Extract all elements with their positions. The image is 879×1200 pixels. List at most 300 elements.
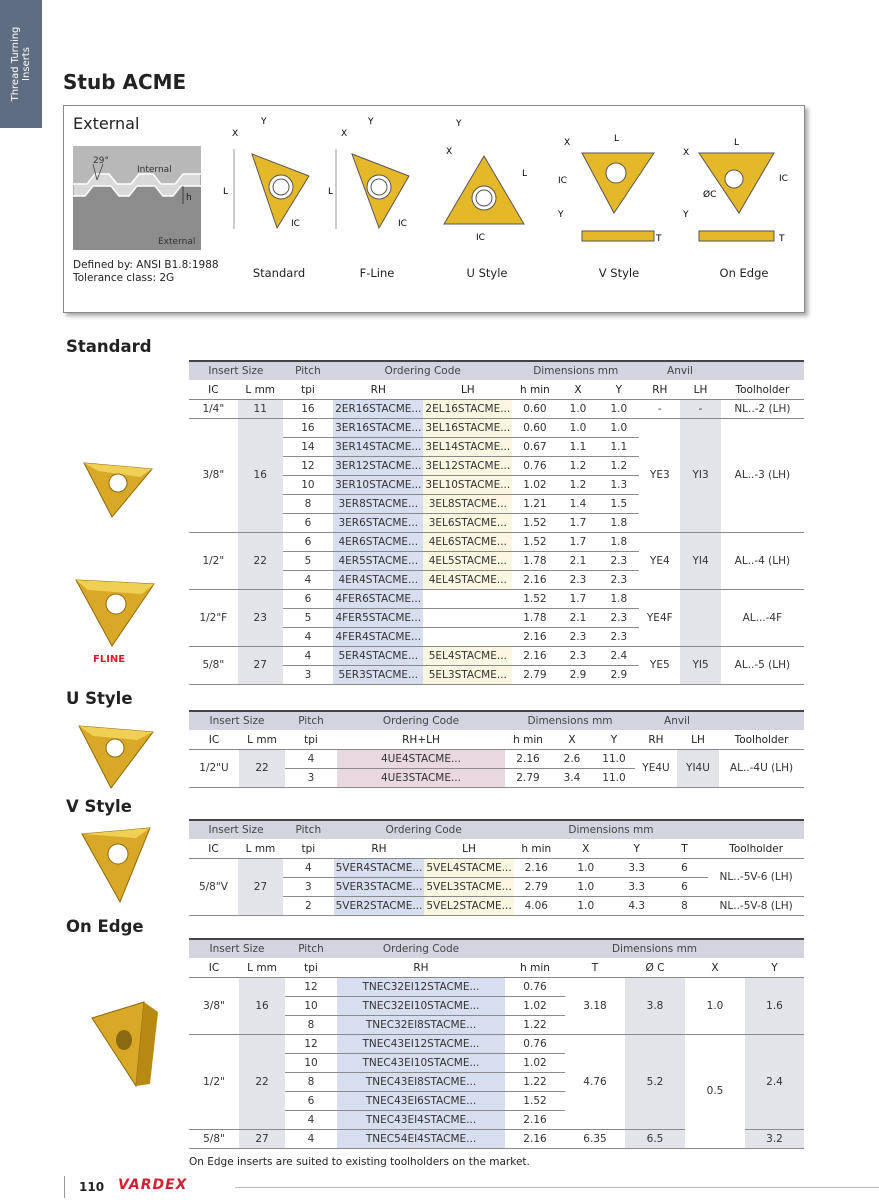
- hmin-cell: 2.16: [505, 749, 551, 768]
- standard-insert-diagram: [219, 114, 329, 244]
- diagram-label-standard: Standard: [252, 266, 306, 280]
- header-1: L mm: [238, 839, 283, 858]
- header-insert-size: Insert Size: [189, 361, 283, 380]
- t-cell: 4.76: [565, 1034, 625, 1129]
- header-8: T: [661, 839, 708, 858]
- tpi-cell: 2: [283, 896, 334, 915]
- tpi-cell: 10: [283, 475, 333, 494]
- y-cell: 1.5: [598, 494, 639, 513]
- lh-code-cell: [423, 627, 512, 646]
- lh-code-cell: [423, 608, 512, 627]
- anvil-lh-cell: YI3: [680, 418, 720, 532]
- ustyle-insert-diagram: [426, 114, 546, 244]
- x-cell: 1.1: [558, 437, 599, 456]
- page-divider: [64, 1176, 65, 1198]
- rh-code-cell: 3ER8STACME...: [333, 494, 423, 513]
- header-ordering-code: Ordering Code: [334, 820, 514, 839]
- x-cell: 1.7: [558, 532, 599, 551]
- header-anvil: Anvil: [639, 361, 721, 380]
- header-7: Y: [598, 380, 639, 399]
- tpi-cell: 16: [283, 418, 333, 437]
- header-insert-size: Insert Size: [189, 820, 283, 839]
- hmin-cell: 1.52: [512, 532, 557, 551]
- header-8: RH: [639, 380, 680, 399]
- x-cell: 1.7: [558, 589, 599, 608]
- rh-code-cell: TNEC43EI4STACME...: [337, 1110, 505, 1129]
- rh-code-cell: 5VER2STACME...: [334, 896, 425, 915]
- vardex-logo: VARDEX: [118, 1177, 188, 1193]
- tpi-cell: 4: [283, 570, 333, 589]
- x-cell: 0.5: [685, 1034, 745, 1148]
- rh-code-cell: 3ER10STACME...: [333, 475, 423, 494]
- l-cell: 27: [239, 1129, 285, 1148]
- hmin-cell: 0.76: [505, 977, 565, 996]
- y-cell: 1.8: [598, 513, 639, 532]
- rh-code-cell: 3ER6STACME...: [333, 513, 423, 532]
- rh-code-cell: TNEC43EI6STACME...: [337, 1091, 505, 1110]
- vstyle-heading: V Style: [66, 797, 132, 816]
- x-cell: 2.3: [558, 627, 599, 646]
- header-dimensions: Dimensions mm: [505, 939, 804, 958]
- header-3: RH: [333, 380, 423, 399]
- code-cell: 4UE3STACME...: [337, 768, 505, 787]
- header-ordering-code: Ordering Code: [333, 361, 512, 380]
- lh-code-cell: 5EL4STACME...: [423, 646, 512, 665]
- lh-code-cell: 5EL3STACME...: [423, 665, 512, 684]
- x-cell: 1.7: [558, 513, 599, 532]
- ic-cell: 3/8": [189, 977, 239, 1034]
- y-cell: 1.1: [598, 437, 639, 456]
- rh-code-cell: TNEC32EI8STACME...: [337, 1015, 505, 1034]
- y-label: Y: [558, 210, 564, 220]
- ic-cell: 5/8": [189, 646, 238, 684]
- toolholder-cell: AL..-3 (LH): [721, 418, 804, 532]
- hmin-cell: 2.79: [512, 665, 557, 684]
- header-anvil: Anvil: [635, 711, 719, 730]
- header-9: LH: [680, 380, 720, 399]
- toolholder-cell: NL..-5V-6 (LH): [708, 858, 804, 896]
- c-cell: 5.2: [625, 1034, 685, 1129]
- lh-code-cell: 3EL10STACME...: [423, 475, 512, 494]
- x-cell: 2.1: [558, 608, 599, 627]
- toolholder-cell: AL..-4 (LH): [721, 532, 804, 589]
- l-cell: 27: [238, 858, 283, 915]
- tpi-cell: 6: [283, 589, 333, 608]
- diagram-label-ustyle: U Style: [466, 266, 508, 280]
- tpi-cell: 14: [283, 437, 333, 456]
- rh-code-cell: 4ER5STACME...: [333, 551, 423, 570]
- thread-angle-label: 29°: [93, 156, 109, 166]
- rh-code-cell: 4FER4STACME...: [333, 627, 423, 646]
- l-cell: 16: [239, 977, 285, 1034]
- onedge-table: [189, 938, 804, 1149]
- toolholder-cell: AL...-4F: [721, 589, 804, 646]
- header-5: h min: [514, 839, 559, 858]
- diagram-label-onedge: On Edge: [719, 266, 769, 280]
- x-cell: 3.4: [551, 768, 593, 787]
- header-0: IC: [189, 380, 238, 399]
- ustyle-heading: U Style: [66, 689, 133, 708]
- c-cell: 3.8: [625, 977, 685, 1034]
- x-cell: 1.4: [558, 494, 599, 513]
- ic-label: IC: [779, 174, 788, 184]
- table-row: [189, 589, 804, 608]
- y-cell: 2.3: [598, 551, 639, 570]
- l-cell: 23: [238, 589, 283, 646]
- x-label: X: [564, 138, 571, 148]
- hmin-cell: 1.02: [512, 475, 557, 494]
- anvil-lh-cell: YI4U: [677, 749, 719, 787]
- table-row: [189, 646, 804, 665]
- table-row: [189, 749, 804, 768]
- internal-label: Internal: [137, 165, 172, 175]
- ic-cell: 1/2": [189, 1034, 239, 1129]
- anvil-rh-cell: -: [639, 399, 680, 418]
- ic-cell: 5/8": [189, 1129, 239, 1148]
- external-label: External: [158, 237, 196, 247]
- fline-logo-f: F: [93, 654, 100, 665]
- tpi-cell: 4: [283, 858, 334, 877]
- hmin-cell: 0.67: [512, 437, 557, 456]
- hmin-cell: 1.22: [505, 1072, 565, 1091]
- tpi-cell: 3: [283, 665, 333, 684]
- rh-code-cell: 5VER4STACME...: [334, 858, 425, 877]
- onedge-note: On Edge inserts are suited to existing toolholders on the market.: [189, 1156, 530, 1168]
- tpi-cell: 6: [283, 532, 333, 551]
- rh-code-cell: TNEC32EI10STACME...: [337, 996, 505, 1015]
- y-cell: 2.3: [598, 570, 639, 589]
- lh-code-cell: 3EL8STACME...: [423, 494, 512, 513]
- table-header-row: [189, 839, 804, 858]
- header-pitch: Pitch: [285, 711, 337, 730]
- x-cell: 1.0: [558, 418, 599, 437]
- page-number: 110: [79, 1180, 105, 1194]
- fline-insert-image: [72, 570, 158, 648]
- rh-code-cell: 5ER3STACME...: [333, 665, 423, 684]
- rh-code-cell: 5ER4STACME...: [333, 646, 423, 665]
- c-cell: 6.5: [625, 1129, 685, 1148]
- page-title: Stub ACME: [63, 70, 187, 94]
- header-6: X: [558, 380, 599, 399]
- ustyle-insert-image: [75, 718, 157, 790]
- y-cell: 1.8: [598, 532, 639, 551]
- header-pitch: Pitch: [283, 361, 333, 380]
- header-7: Y: [613, 839, 661, 858]
- ic-label: IC: [558, 176, 567, 186]
- t-cell: 3.18: [565, 977, 625, 1034]
- y-label: Y: [368, 117, 374, 127]
- x-cell: 1.0: [558, 399, 599, 418]
- section-tab-line1: Thread Turning: [10, 26, 21, 102]
- header-6: X: [559, 839, 613, 858]
- defined-by: Defined by: ANSI B1.8:1988: [73, 259, 219, 271]
- lh-code-cell: 3EL6STACME...: [423, 513, 512, 532]
- hmin-cell: 0.60: [512, 399, 557, 418]
- hmin-cell: 2.16: [512, 646, 557, 665]
- y-cell: 4.3: [613, 896, 661, 915]
- y-cell: 1.3: [598, 475, 639, 494]
- tpi-cell: 5: [283, 551, 333, 570]
- rh-code-cell: 4FER5STACME...: [333, 608, 423, 627]
- x-cell: 2.3: [558, 646, 599, 665]
- rh-code-cell: TNEC54EI4STACME...: [337, 1129, 505, 1148]
- rh-code-cell: TNEC43EI10STACME...: [337, 1053, 505, 1072]
- standard-insert-image: [80, 455, 156, 521]
- hmin-cell: 2.79: [514, 877, 559, 896]
- lh-code-cell: 4EL5STACME...: [423, 551, 512, 570]
- header-7: RH: [635, 730, 677, 749]
- rh-code-cell: 3ER14STACME...: [333, 437, 423, 456]
- standard-definition: [73, 259, 219, 285]
- tpi-cell: 12: [285, 1034, 337, 1053]
- anvil-rh-cell: YE3: [639, 418, 680, 532]
- table-row: [189, 977, 804, 996]
- header-pitch: Pitch: [283, 820, 334, 839]
- ic-cell: 1/2"F: [189, 589, 238, 646]
- x-cell: 1.0: [559, 858, 613, 877]
- footer-rule: [235, 1187, 879, 1188]
- tpi-cell: 3: [283, 877, 334, 896]
- table-row: [189, 399, 804, 418]
- header-dimensions: Dimensions mm: [505, 711, 635, 730]
- toolholder-cell: AL..-4U (LH): [719, 749, 804, 787]
- header-10: Toolholder: [721, 380, 804, 399]
- hmin-cell: 0.60: [512, 418, 557, 437]
- header-4: h min: [505, 958, 565, 977]
- hmin-cell: 2.16: [514, 858, 559, 877]
- x-label: X: [232, 129, 239, 139]
- hmin-cell: 0.76: [505, 1034, 565, 1053]
- x-cell: 1.0: [559, 896, 613, 915]
- lh-code-cell: 3EL16STACME...: [423, 418, 512, 437]
- tpi-cell: 3: [285, 768, 337, 787]
- ic-label: IC: [476, 233, 485, 243]
- x-label: X: [683, 148, 690, 158]
- rh-code-cell: 4ER4STACME...: [333, 570, 423, 589]
- tpi-cell: 12: [285, 977, 337, 996]
- lh-code-cell: 5VEL3STACME...: [424, 877, 513, 896]
- tpi-cell: 6: [285, 1091, 337, 1110]
- y-cell: 1.0: [598, 399, 639, 418]
- x-cell: 1.0: [559, 877, 613, 896]
- hmin-cell: 2.16: [512, 570, 557, 589]
- hmin-cell: 1.22: [505, 1015, 565, 1034]
- lh-code-cell: 2EL16STACME...: [423, 399, 512, 418]
- diagram-label-fline: F-Line: [359, 266, 395, 280]
- l-cell: 27: [238, 646, 283, 684]
- lh-code-cell: 3EL14STACME...: [423, 437, 512, 456]
- vstyle-table: [189, 819, 804, 916]
- hmin-cell: 1.78: [512, 608, 557, 627]
- hmin-cell: 1.52: [512, 513, 557, 532]
- header-3: RH+LH: [337, 730, 505, 749]
- header-3: RH: [334, 839, 425, 858]
- tpi-cell: 8: [285, 1015, 337, 1034]
- header-0: IC: [189, 730, 239, 749]
- ic-cell: 1/2"U: [189, 749, 239, 787]
- header-1: L mm: [239, 730, 285, 749]
- header-4: h min: [505, 730, 551, 749]
- anvil-lh-cell: YI5: [680, 646, 720, 684]
- t-cell: 6: [661, 858, 708, 877]
- table-row: [189, 532, 804, 551]
- header-0: IC: [189, 839, 238, 858]
- anvil-rh-cell: YE4U: [635, 749, 677, 787]
- header-8: Y: [745, 958, 804, 977]
- table-header-row: [189, 939, 804, 958]
- y-cell: 1.6: [745, 977, 804, 1034]
- toolholder-cell: NL..-2 (LH): [721, 399, 804, 418]
- l-label: L: [734, 138, 740, 148]
- tpi-cell: 4: [285, 749, 337, 768]
- lh-code-cell: 4EL4STACME...: [423, 570, 512, 589]
- header-insert-size: Insert Size: [189, 939, 285, 958]
- anvil-lh-cell: -: [680, 399, 720, 418]
- x-cell: 2.9: [558, 665, 599, 684]
- hmin-cell: 1.52: [512, 589, 557, 608]
- h-label: h: [186, 193, 192, 203]
- y-label: Y: [261, 117, 267, 127]
- onedge-insert-diagram: [679, 131, 799, 261]
- header-1: L mm: [239, 958, 285, 977]
- header-6: Ø C: [625, 958, 685, 977]
- header-0: IC: [189, 958, 239, 977]
- lh-code-cell: 4EL6STACME...: [423, 532, 512, 551]
- external-profile-box: [63, 105, 805, 313]
- y-cell: 2.4: [598, 646, 639, 665]
- l-cell: 22: [239, 1034, 285, 1129]
- fline-logo-rest: LINE: [99, 654, 126, 665]
- vstyle-insert-diagram: [552, 131, 662, 261]
- rh-code-cell: 3ER12STACME...: [333, 456, 423, 475]
- y-cell: 2.3: [598, 627, 639, 646]
- y-cell: 1.2: [598, 456, 639, 475]
- l-label: L: [328, 187, 334, 197]
- l-cell: 11: [238, 399, 283, 418]
- y-cell: 3.3: [613, 877, 661, 896]
- header-blank: [719, 711, 804, 730]
- table-row: [189, 1034, 804, 1053]
- section-tab-line2: Inserts: [21, 47, 32, 81]
- rh-code-cell: TNEC43EI12STACME...: [337, 1034, 505, 1053]
- header-2: tpi: [285, 958, 337, 977]
- y-cell: 3.3: [613, 858, 661, 877]
- x-cell: 2.1: [558, 551, 599, 570]
- header-blank: [721, 361, 804, 380]
- fline-logo: [93, 654, 125, 665]
- onedge-heading: On Edge: [66, 917, 144, 936]
- header-ordering-code: Ordering Code: [337, 939, 505, 958]
- tpi-cell: 16: [283, 399, 333, 418]
- header-9: Toolholder: [708, 839, 804, 858]
- x-cell: 1.2: [558, 456, 599, 475]
- rh-code-cell: TNEC43EI8STACME...: [337, 1072, 505, 1091]
- rh-code-cell: TNEC32EI12STACME...: [337, 977, 505, 996]
- y-cell: 2.4: [745, 1034, 804, 1129]
- y-cell: 11.0: [593, 749, 635, 768]
- ic-cell: 1/4": [189, 399, 238, 418]
- anvil-lh-cell: YI4: [680, 532, 720, 589]
- table-header-row: [189, 820, 804, 839]
- ic-label: IC: [291, 219, 300, 229]
- rh-code-cell: 2ER16STACME...: [333, 399, 423, 418]
- header-5: T: [565, 958, 625, 977]
- ustyle-table: [189, 710, 804, 788]
- header-5: X: [551, 730, 593, 749]
- header-8: LH: [677, 730, 719, 749]
- header-6: Y: [593, 730, 635, 749]
- y-cell: 3.2: [745, 1129, 804, 1148]
- table-header-row: [189, 730, 804, 749]
- y-cell: 1.0: [598, 418, 639, 437]
- table-header-row: [189, 361, 804, 380]
- fline-insert-diagram: [324, 114, 424, 244]
- header-1: L mm: [238, 380, 283, 399]
- t-cell: 8: [661, 896, 708, 915]
- header-7: X: [685, 958, 745, 977]
- tpi-cell: 12: [283, 456, 333, 475]
- hmin-cell: 1.02: [505, 1053, 565, 1072]
- ic-cell: 1/2": [189, 532, 238, 589]
- header-pitch: Pitch: [285, 939, 337, 958]
- hmin-cell: 1.02: [505, 996, 565, 1015]
- onedge-insert-image: [84, 998, 164, 1088]
- hmin-cell: 2.16: [505, 1110, 565, 1129]
- tpi-cell: 4: [283, 627, 333, 646]
- tolerance-class: Tolerance class: 2G: [73, 272, 175, 284]
- tpi-cell: 4: [285, 1110, 337, 1129]
- hmin-cell: 1.52: [505, 1091, 565, 1110]
- hmin-cell: 4.06: [514, 896, 559, 915]
- header-4: LH: [423, 380, 512, 399]
- hmin-cell: 2.16: [512, 627, 557, 646]
- diagram-label-vstyle: V Style: [598, 266, 640, 280]
- t-label: T: [656, 234, 662, 244]
- hmin-cell: 1.78: [512, 551, 557, 570]
- x-cell: 1.0: [685, 977, 745, 1034]
- hmin-cell: 0.76: [512, 456, 557, 475]
- y-cell: 1.8: [598, 589, 639, 608]
- tpi-cell: 8: [283, 494, 333, 513]
- y-label: Y: [456, 119, 462, 129]
- vstyle-insert-image: [76, 824, 156, 904]
- header-insert-size: Insert Size: [189, 711, 285, 730]
- anvil-rh-cell: YE4: [639, 532, 680, 589]
- l-label: L: [522, 169, 528, 179]
- lh-code-cell: [423, 589, 512, 608]
- section-tab: [0, 0, 42, 128]
- lh-code-cell: 5VEL4STACME...: [424, 858, 513, 877]
- t-label: T: [779, 234, 785, 244]
- table-row: [189, 418, 804, 437]
- oc-label: ØC: [703, 190, 717, 200]
- header-4: LH: [424, 839, 513, 858]
- t-cell: 6.35: [565, 1129, 625, 1148]
- thread-profile-diagram: [73, 146, 201, 250]
- header-blank: [708, 820, 804, 839]
- x-cell: 1.2: [558, 475, 599, 494]
- tpi-cell: 5: [283, 608, 333, 627]
- header-ordering-code: Ordering Code: [337, 711, 505, 730]
- standard-heading: Standard: [66, 337, 152, 356]
- tpi-cell: 6: [283, 513, 333, 532]
- table-header-row: [189, 380, 804, 399]
- l-cell: 16: [238, 418, 283, 532]
- y-label: Y: [683, 210, 689, 220]
- table-row: [189, 858, 804, 877]
- ic-cell: 3/8": [189, 418, 238, 532]
- hmin-cell: 2.16: [505, 1129, 565, 1148]
